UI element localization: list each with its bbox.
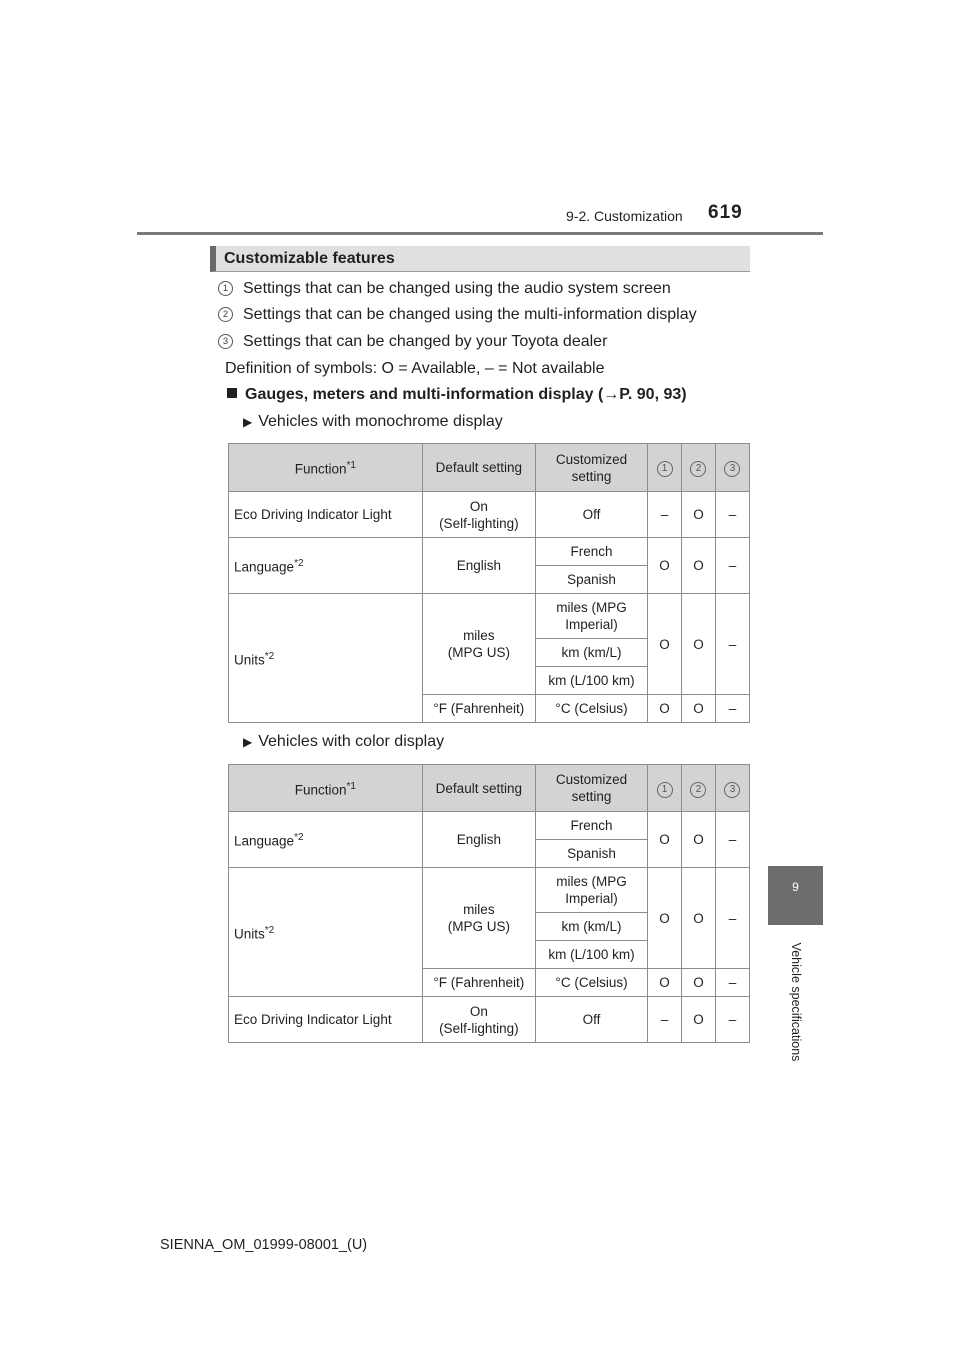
triangle-bullet-icon: ▶ <box>243 735 253 749</box>
header-function: Function$^{*1}$ <box>229 444 423 492</box>
header-customized: Customized setting <box>535 444 647 492</box>
units-opt-km-l100: km (L/100 km) <box>535 941 647 969</box>
language-m3: – <box>715 538 749 594</box>
eco-m2: O <box>682 492 716 538</box>
units-function: Units$^{*2}$ <box>229 594 423 723</box>
eco-function: Eco Driving Indicator Light <box>229 997 423 1043</box>
language-default: English <box>422 538 535 594</box>
units-m2: O <box>682 868 716 969</box>
section-header: 9-2. Customization <box>566 208 683 224</box>
triangle-bullet-icon: ▶ <box>243 415 253 429</box>
temp-custom: °C (Celsius) <box>535 695 647 723</box>
language-opt-french: French <box>535 812 647 840</box>
table-row <box>229 868 750 913</box>
header-default: Default setting <box>422 765 535 812</box>
language-function: Language$^{*2}$ <box>229 538 423 594</box>
header-col-1: 1 <box>648 444 682 492</box>
chapter-tab <box>768 866 823 925</box>
legend-marker-1: 1 <box>218 281 233 296</box>
language-opt-spanish: Spanish <box>535 840 647 868</box>
eco-m1: – <box>648 997 682 1043</box>
eco-default: On (Self-lighting) <box>422 997 535 1043</box>
units-opt-km-l100: km (L/100 km) <box>535 667 647 695</box>
language-opt-spanish: Spanish <box>535 566 647 594</box>
units-function: Units$^{*2}$ <box>229 868 423 997</box>
subsection-color-text: Vehicles with color display <box>258 733 445 750</box>
eco-m3: – <box>715 492 749 538</box>
header-col-3: 3 <box>715 444 749 492</box>
color-display-table <box>228 764 750 1043</box>
header-customized: Customized setting <box>535 765 647 812</box>
header-col-2: 2 <box>682 765 716 812</box>
units-opt-km-kml: km (km/L) <box>535 913 647 941</box>
header-function: Function$^{*1}$ <box>229 765 423 812</box>
language-m2: O <box>682 812 716 868</box>
eco-function: Eco Driving Indicator Light <box>229 492 423 538</box>
table-row <box>229 492 750 538</box>
temp-m2: O <box>682 969 716 997</box>
legend-marker-2: 2 <box>218 307 233 322</box>
legend-text-3: Settings that can be changed by your Toyota dealer <box>243 333 608 350</box>
temp-m3: – <box>715 695 749 723</box>
legend-text-1: Settings that can be changed using the audio system screen <box>243 280 671 297</box>
temp-m1: O <box>648 969 682 997</box>
page-number: 619 <box>708 202 743 223</box>
temp-default: °F (Fahrenheit) <box>422 969 535 997</box>
language-m1: O <box>648 812 682 868</box>
units-opt-mpg-imperial: miles (MPG Imperial) <box>535 594 647 639</box>
chapter-number: 9 <box>792 880 799 894</box>
units-m1: O <box>648 868 682 969</box>
eco-m2: O <box>682 997 716 1043</box>
language-default: English <box>422 812 535 868</box>
temp-default: °F (Fahrenheit) <box>422 695 535 723</box>
subheading <box>227 386 687 404</box>
eco-custom: Off <box>535 492 647 538</box>
legend-marker-3: 3 <box>218 334 233 349</box>
eco-m3: – <box>715 997 749 1043</box>
units-m2: O <box>682 594 716 695</box>
units-opt-mpg-imperial: miles (MPG Imperial) <box>535 868 647 913</box>
units-m3: – <box>715 594 749 695</box>
language-m1: O <box>648 538 682 594</box>
units-m1: O <box>648 594 682 695</box>
language-m3: – <box>715 812 749 868</box>
square-bullet-icon <box>227 388 237 398</box>
temp-m2: O <box>682 695 716 723</box>
subheading-text: Gauges, meters and multi-information display (→P. 90, 93) <box>245 386 687 403</box>
table-row <box>229 594 750 639</box>
table-header-row <box>229 765 750 812</box>
table-row <box>229 538 750 566</box>
eco-custom: Off <box>535 997 647 1043</box>
table-row <box>229 997 750 1043</box>
units-m3: – <box>715 868 749 969</box>
chapter-label: Vehicle specifications <box>789 942 803 1062</box>
eco-m1: – <box>648 492 682 538</box>
legend-text-2: Settings that can be changed using the multi-information display <box>243 306 697 323</box>
header-col-2: 2 <box>682 444 716 492</box>
header-col-1: 1 <box>648 765 682 812</box>
units-opt-km-kml: km (km/L) <box>535 639 647 667</box>
section-title-bar <box>210 246 750 272</box>
units-default: miles (MPG US) <box>422 868 535 969</box>
document-id-footer: SIENNA_OM_01999-08001_(U) <box>160 1237 368 1253</box>
temp-m3: – <box>715 969 749 997</box>
table-row <box>229 812 750 840</box>
table-header-row <box>229 444 750 492</box>
header-divider <box>137 232 823 235</box>
header-default: Default setting <box>422 444 535 492</box>
symbol-definition: Definition of symbols: O = Available, – = Not available <box>225 360 605 377</box>
units-default: miles (MPG US) <box>422 594 535 695</box>
temp-custom: °C (Celsius) <box>535 969 647 997</box>
header-col-3: 3 <box>715 765 749 812</box>
subsection-mono <box>243 413 503 431</box>
mono-display-table <box>228 443 750 723</box>
language-function: Language$^{*2}$ <box>229 812 423 868</box>
section-title: Customizable features <box>224 250 395 267</box>
language-m2: O <box>682 538 716 594</box>
eco-default: On (Self-lighting) <box>422 492 535 538</box>
temp-m1: O <box>648 695 682 723</box>
subsection-color <box>243 733 444 751</box>
language-opt-french: French <box>535 538 647 566</box>
subsection-mono-text: Vehicles with monochrome display <box>258 413 503 430</box>
